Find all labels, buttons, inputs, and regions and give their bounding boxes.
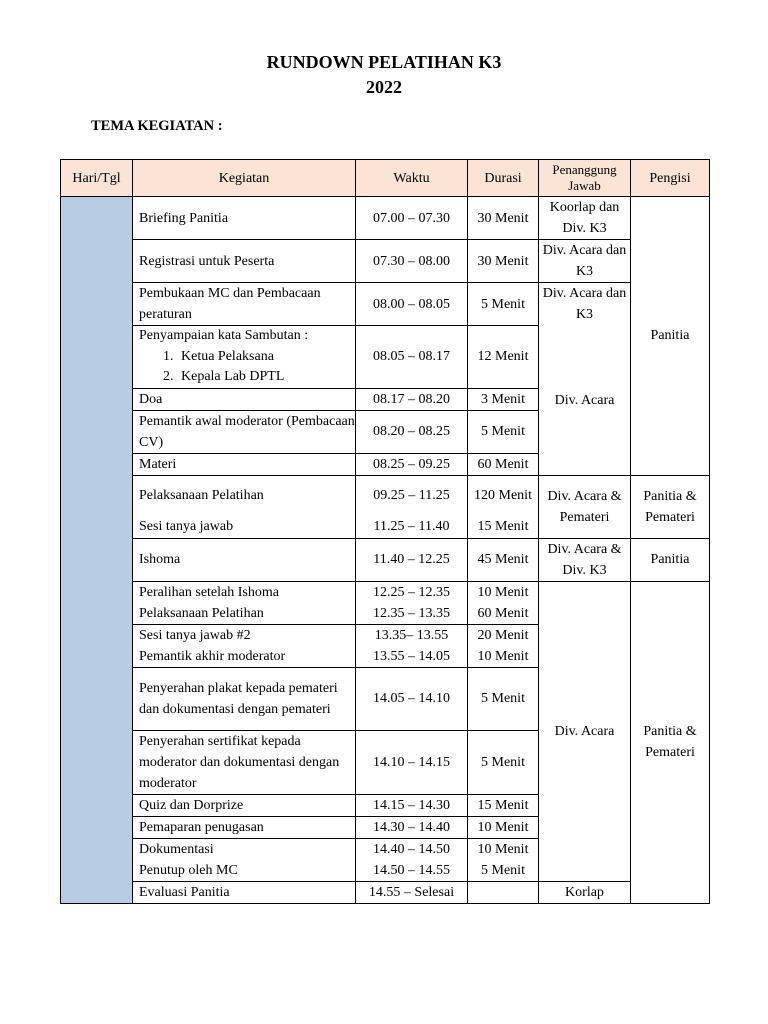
durasi-cell: 15 Menit bbox=[468, 516, 539, 538]
pengisi-cell: Panitia bbox=[631, 538, 710, 581]
durasi-cell: 60 Menit bbox=[468, 453, 539, 475]
waktu-cell bbox=[356, 838, 468, 881]
table-row bbox=[61, 283, 710, 326]
kegiatan-cell: Pelaksanaan Pelatihan bbox=[133, 475, 356, 516]
pj-cell: Div. Acara & Pemateri bbox=[539, 475, 631, 538]
waktu-cell: 11.40 – 12.25 bbox=[356, 538, 468, 581]
durasi-cell bbox=[468, 881, 539, 903]
kegiatan-cell: Briefing Panitia bbox=[133, 197, 356, 240]
durasi-cell: 3 Menit bbox=[468, 388, 539, 410]
durasi-cell: 5 Menit bbox=[468, 730, 539, 794]
waktu-cell: 08.20 – 08.25 bbox=[356, 410, 468, 453]
header-waktu: Waktu bbox=[356, 160, 468, 197]
pj-cell: Koorlap dan Div. K3 bbox=[539, 197, 631, 240]
kegiatan-cell: Penyerahan plakat kepada pemateri dan dokumentasi dengan pemateri bbox=[133, 667, 356, 730]
pengisi-cell: Panitia bbox=[631, 197, 710, 476]
waktu-line: 13.55 – 14.05 bbox=[373, 648, 450, 664]
pj-cell: Div. Acara dan K3 bbox=[539, 283, 631, 326]
list-item: 1. Ketua Pelaksana bbox=[177, 347, 355, 368]
header-pengisi: Pengisi bbox=[631, 160, 710, 197]
pj-cell: Div. Acara bbox=[539, 581, 631, 881]
durasi-cell: 15 Menit bbox=[468, 794, 539, 816]
kegiatan-cell: Doa bbox=[133, 388, 356, 410]
waktu-cell: 08.00 – 08.05 bbox=[356, 283, 468, 326]
durasi-line: 60 Menit bbox=[477, 605, 529, 621]
pj-cell: Korlap bbox=[539, 881, 631, 903]
waktu-cell: 14.30 – 14.40 bbox=[356, 816, 468, 838]
durasi-cell: 30 Menit bbox=[468, 197, 539, 240]
waktu-cell: 14.15 – 14.30 bbox=[356, 794, 468, 816]
durasi-cell bbox=[468, 838, 539, 881]
waktu-cell: 07.30 – 08.00 bbox=[356, 240, 468, 283]
table-header-row bbox=[61, 160, 710, 197]
kegiatan-cell: Pemantik awal moderator (Pembacaan CV) bbox=[133, 410, 356, 453]
durasi-line: 10 Menit bbox=[477, 648, 529, 664]
document-year: 2022 bbox=[366, 77, 402, 97]
durasi-line: 10 Menit bbox=[477, 584, 529, 600]
pengisi-cell: Panitia & Pemateri bbox=[631, 581, 710, 903]
theme-label: TEMA KEGIATAN : bbox=[91, 118, 223, 134]
kegiatan-cell: Registrasi untuk Peserta bbox=[133, 240, 356, 283]
header-hari: Hari/Tgl bbox=[61, 160, 133, 197]
table-row bbox=[61, 881, 710, 903]
speaker-list bbox=[139, 347, 355, 388]
document-title: RUNDOWN PELATIHAN K3 bbox=[266, 52, 502, 72]
waktu-cell: 09.25 – 11.25 bbox=[356, 475, 468, 516]
kegiatan-cell: Sesi tanya jawab bbox=[133, 516, 356, 538]
header-kegiatan: Kegiatan bbox=[133, 160, 356, 197]
durasi-cell: 45 Menit bbox=[468, 538, 539, 581]
waktu-cell: 14.05 – 14.10 bbox=[356, 667, 468, 730]
waktu-cell: 08.05 – 08.17 bbox=[356, 326, 468, 389]
durasi-cell: 5 Menit bbox=[468, 667, 539, 730]
kegiatan-cell bbox=[133, 581, 356, 624]
durasi-line: 5 Menit bbox=[481, 862, 525, 878]
waktu-line: 12.25 – 12.35 bbox=[373, 584, 450, 600]
kegiatan-cell: Penyerahan sertifikat kepada moderator dan dokumentasi dengan moderator bbox=[133, 730, 356, 794]
kegiatan-cell: Ishoma bbox=[133, 538, 356, 581]
waktu-cell bbox=[356, 624, 468, 667]
waktu-cell bbox=[356, 581, 468, 624]
waktu-line: 14.40 – 14.50 bbox=[373, 841, 450, 857]
waktu-cell: 08.17 – 08.20 bbox=[356, 388, 468, 410]
kegiatan-cell: Quiz dan Dorprize bbox=[133, 794, 356, 816]
kegiatan-line: Peralihan setelah Ishoma bbox=[139, 584, 279, 600]
rundown-table bbox=[60, 159, 710, 904]
durasi-line: 10 Menit bbox=[477, 841, 529, 857]
waktu-line: 13.35– 13.55 bbox=[374, 627, 449, 643]
waktu-line: 12.35 – 13.35 bbox=[373, 605, 450, 621]
kegiatan-line: Dokumentasi bbox=[139, 841, 214, 857]
day-cell bbox=[61, 197, 133, 904]
table-row bbox=[61, 581, 710, 624]
kegiatan-line: Pemantik akhir moderator bbox=[139, 648, 286, 664]
pengisi-cell: Panitia & Pemateri bbox=[631, 475, 710, 538]
durasi-cell: 10 Menit bbox=[468, 816, 539, 838]
durasi-cell: 5 Menit bbox=[468, 410, 539, 453]
pj-cell: Div. Acara dan K3 bbox=[539, 240, 631, 283]
durasi-line: 20 Menit bbox=[477, 627, 529, 643]
table-row bbox=[61, 240, 710, 283]
kegiatan-line: Penutup oleh MC bbox=[139, 862, 238, 878]
durasi-cell: 120 Menit bbox=[468, 475, 539, 516]
durasi-cell: 5 Menit bbox=[468, 283, 539, 326]
list-item: 2. Kepala Lab DPTL bbox=[177, 367, 355, 388]
kegiatan-cell: Materi bbox=[133, 453, 356, 475]
table-row bbox=[61, 197, 710, 240]
table-row bbox=[61, 538, 710, 581]
kegiatan-cell: Pembukaan MC dan Pembacaan peraturan bbox=[133, 283, 356, 326]
kegiatan-line: Pelaksanaan Pelatihan bbox=[139, 605, 264, 621]
header-penanggung-jawab: Penanggung Jawab bbox=[539, 160, 631, 197]
durasi-cell bbox=[468, 624, 539, 667]
durasi-cell: 30 Menit bbox=[468, 240, 539, 283]
waktu-cell: 14.10 – 14.15 bbox=[356, 730, 468, 794]
kegiatan-cell bbox=[133, 326, 356, 389]
kegiatan-cell bbox=[133, 624, 356, 667]
pj-cell: Div. Acara & Div. K3 bbox=[539, 538, 631, 581]
waktu-cell: 14.55 – Selesai bbox=[356, 881, 468, 903]
waktu-cell: 11.25 – 11.40 bbox=[356, 516, 468, 538]
kegiatan-cell bbox=[133, 838, 356, 881]
kegiatan-cell: Evaluasi Panitia bbox=[133, 881, 356, 903]
waktu-cell: 08.25 – 09.25 bbox=[356, 453, 468, 475]
waktu-line: 14.50 – 14.55 bbox=[373, 862, 450, 878]
header-durasi: Durasi bbox=[468, 160, 539, 197]
durasi-cell: 12 Menit bbox=[468, 326, 539, 389]
kegiatan-cell: Pemaparan penugasan bbox=[133, 816, 356, 838]
durasi-cell bbox=[468, 581, 539, 624]
table-row bbox=[61, 475, 710, 516]
kegiatan-line: Sesi tanya jawab #2 bbox=[139, 627, 251, 643]
table-row bbox=[61, 326, 710, 389]
waktu-cell: 07.00 – 07.30 bbox=[356, 197, 468, 240]
kegiatan-text: Penyampaian kata Sambutan : bbox=[139, 328, 309, 343]
pj-cell: Div. Acara bbox=[539, 326, 631, 476]
